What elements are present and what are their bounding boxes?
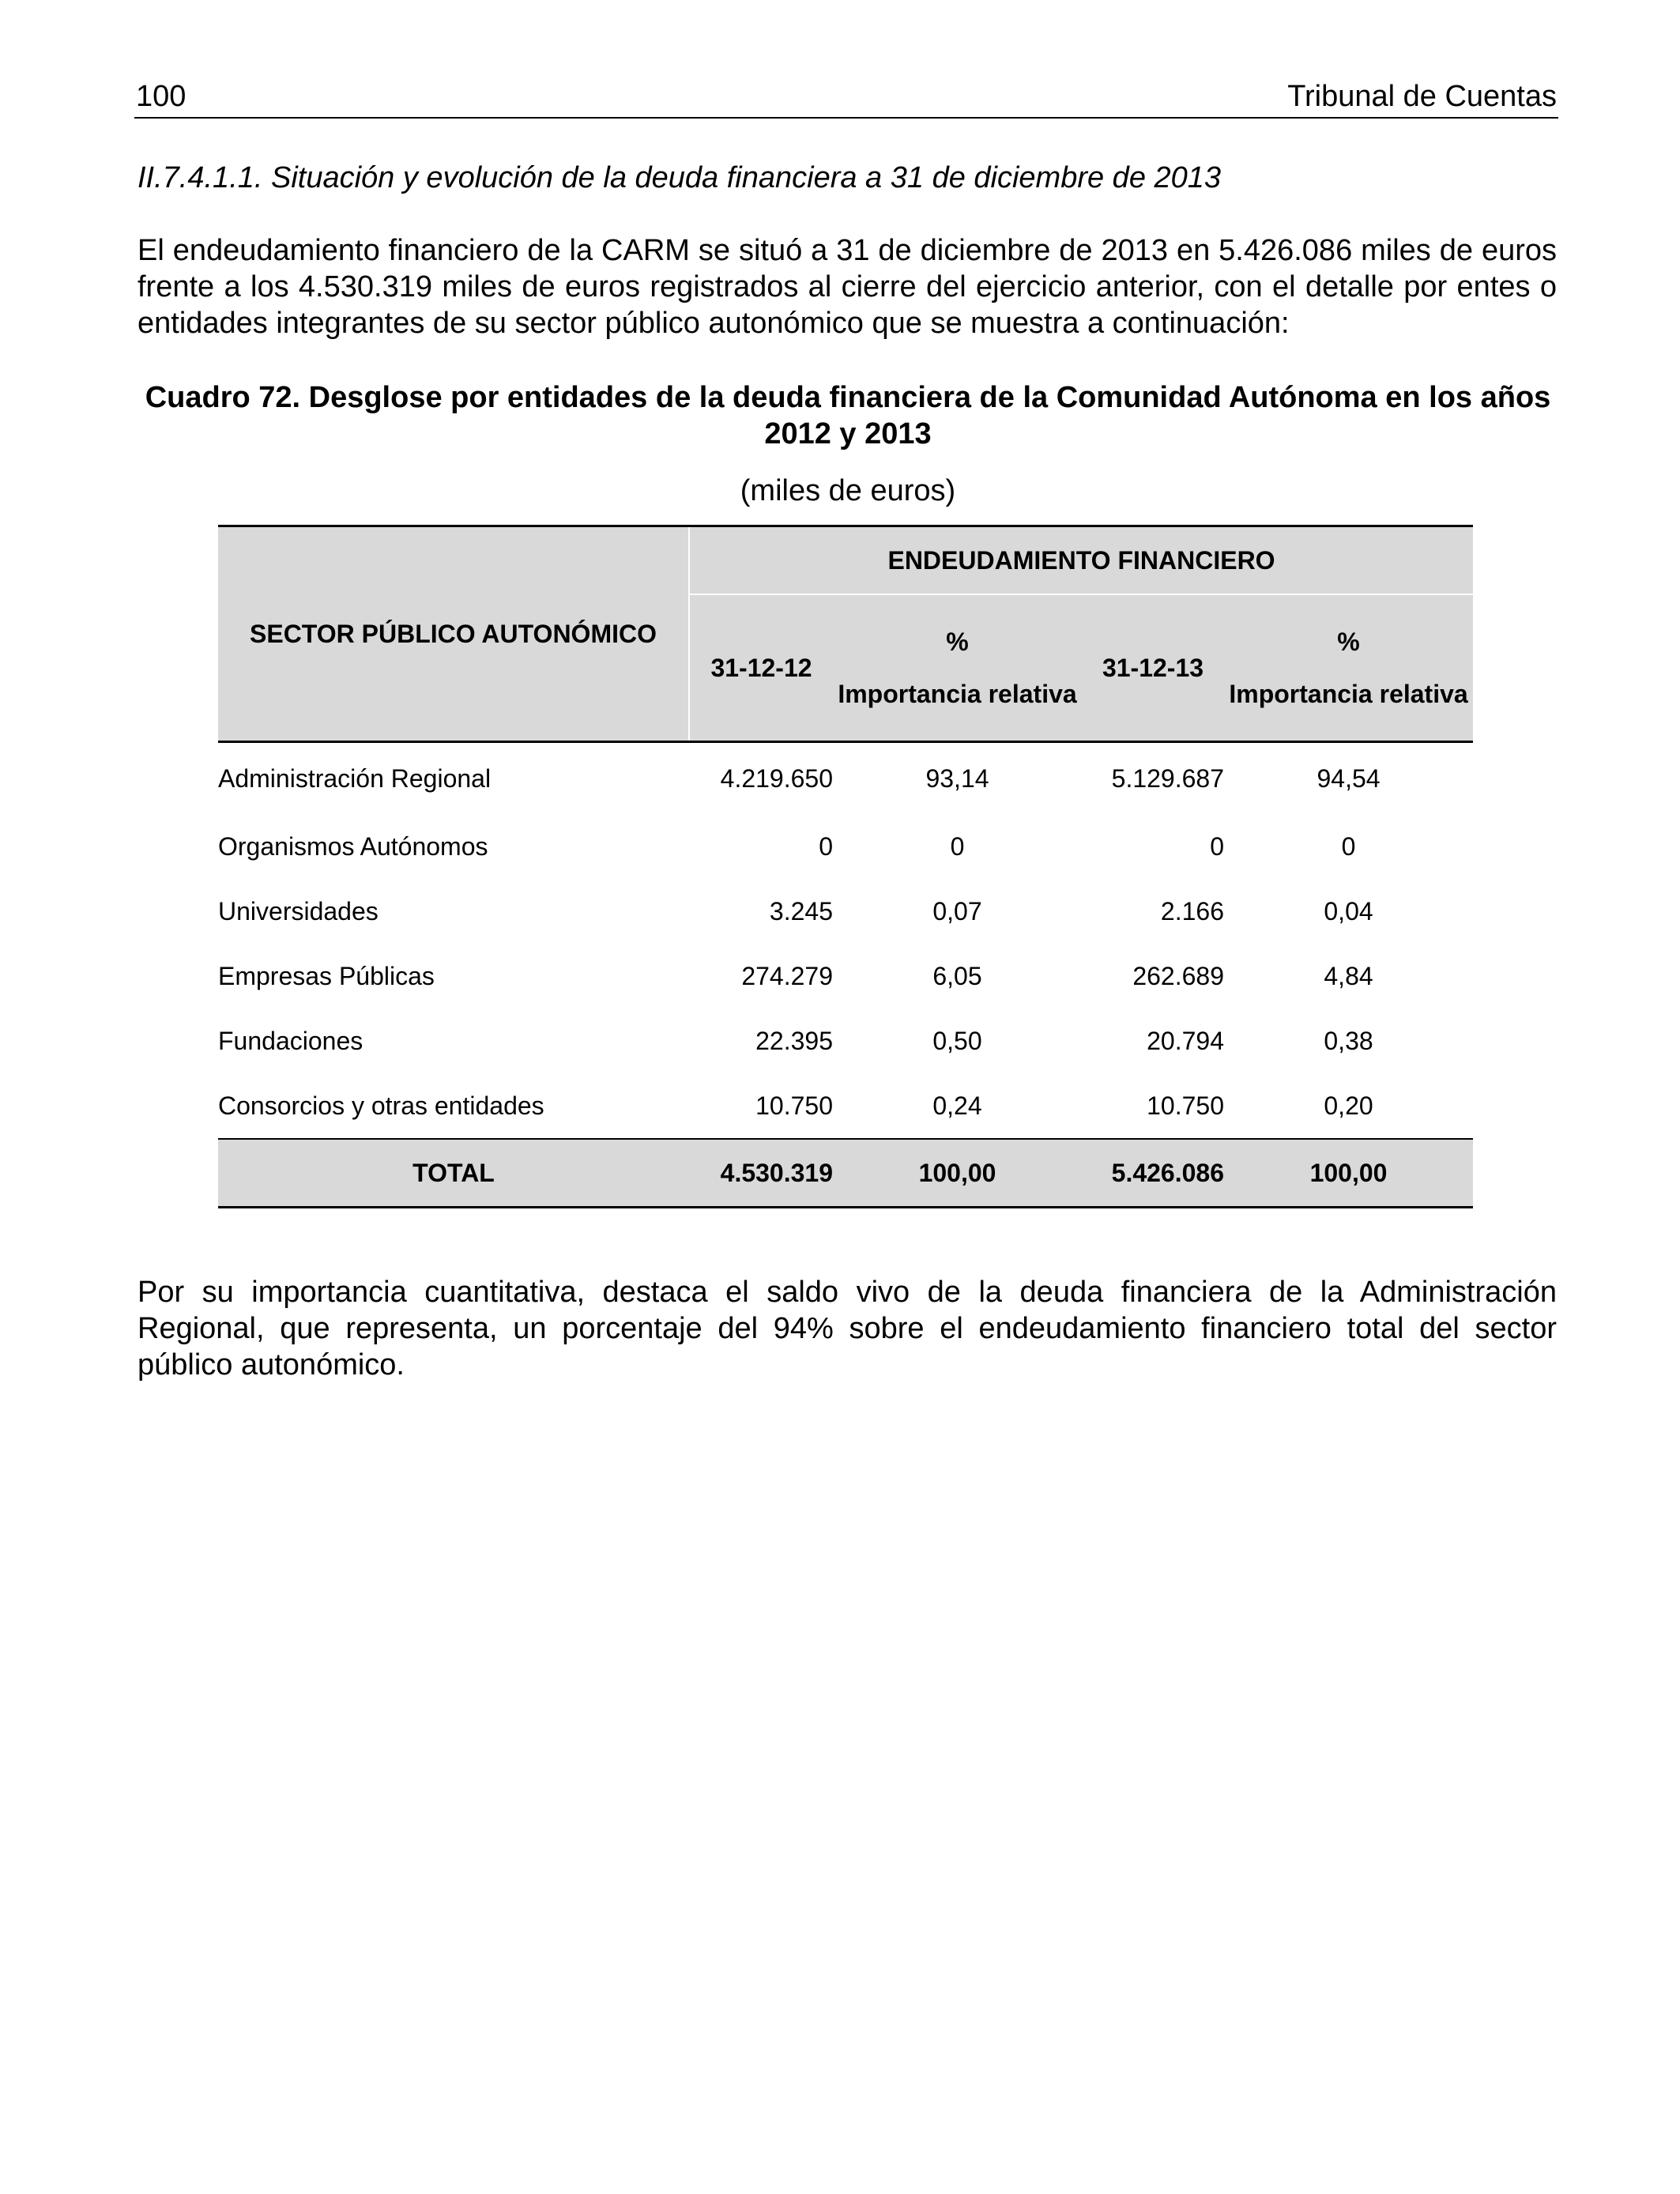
header-date-2012: 31-12-12 [689,594,833,742]
header-sector: SECTOR PÚBLICO AUTONÓMICO [218,526,689,742]
section-title: II.7.4.1.1. Situación y evolución de la deuda financiera a 31 de diciembre de 2013 [137,161,1222,194]
row-pct-2013: 0,04 [1324,896,1373,925]
page-number: 100 [136,80,186,113]
table-units: (miles de euros) [740,474,956,507]
total-pct-2013: 100,00 [1224,1139,1473,1208]
total-pct-2012: 100,00 [833,1139,1082,1208]
closing-paragraph: Por su importancia cuantitativa, destaca el saldo vivo de la deuda financiera de la Administración Regional, que representa, un porcentaje del 94% sobre el endeudamiento financiero total del sector público autonómico. [137,1276,1557,1382]
row-sector: Universidades [218,896,379,925]
table-row [218,742,1473,815]
row-value-2012: 0 [819,831,833,861]
total-label: TOTAL [218,1139,689,1208]
total-row [218,1139,1473,1208]
row-sector: Administración Regional [218,763,492,793]
row-sector: Empresas Públicas [218,961,435,990]
table-row [218,879,1473,944]
row-value-2012: 3.245 [769,896,833,925]
row-value-2013: 0 [1210,831,1224,861]
pct-label: Importancia relativa [1229,680,1468,708]
pct-symbol: % [1337,628,1360,656]
row-value-2013: 20.794 [1147,1026,1224,1055]
header-pct-2012 [833,594,1082,742]
row-value-2012: 4.219.650 [720,763,833,793]
row-sector: Organismos Autónomos [218,831,488,861]
row-pct-2013: 94,54 [1317,763,1381,793]
header-endeudamiento: ENDEUDAMIENTO FINANCIERO [689,526,1473,595]
row-pct-2012: 0,07 [932,896,982,925]
row-value-2013: 2.166 [1160,896,1224,925]
row-pct-2013: 0,20 [1324,1091,1373,1120]
row-value-2012: 10.750 [755,1091,833,1120]
running-title: Tribunal de Cuentas [1287,80,1557,113]
row-pct-2012: 0,50 [932,1026,982,1055]
row-pct-2013: 0 [1341,831,1356,861]
total-value-2013: 5.426.086 [1082,1139,1224,1208]
total-value-2012: 4.530.319 [689,1139,833,1208]
table-row [218,1008,1473,1073]
pct-label: Importancia relativa [838,680,1077,708]
table-caption: Cuadro 72. Desglose por entidades de la deuda financiera de la Comunidad Autónoma en los años 2012 y 2013 [145,381,1551,450]
row-pct-2012: 6,05 [932,961,982,990]
table-row [218,1073,1473,1139]
row-pct-2012: 0 [950,831,965,861]
row-sector: Consorcios y otras entidades [218,1091,544,1120]
page-header [134,77,1558,119]
pct-symbol: % [946,628,969,656]
header-pct-2013 [1224,594,1473,742]
row-value-2013: 10.750 [1147,1091,1224,1120]
row-pct-2013: 0,38 [1324,1026,1373,1055]
table-row [218,814,1473,879]
row-value-2012: 274.279 [741,961,833,990]
intro-paragraph: El endeudamiento financiero de la CARM se situó a 31 de diciembre de 2013 en 5.426.086 miles de euros frente a los 4.530.319 miles de euros registrados al cierre del ejercicio anterior, con el detalle por entes o entidades integrantes de su sector público autonómico que se muestra a continuación: [137,234,1557,340]
header-date-2013: 31-12-13 [1082,594,1224,742]
row-value-2013: 5.129.687 [1111,763,1224,793]
row-value-2013: 262.689 [1132,961,1224,990]
row-pct-2012: 93,14 [925,763,989,793]
debt-table [218,525,1473,1208]
row-pct-2013: 4,84 [1324,961,1373,990]
row-pct-2012: 0,24 [932,1091,982,1120]
row-sector: Fundaciones [218,1026,363,1055]
table-row [218,944,1473,1008]
row-value-2012: 22.395 [755,1026,833,1055]
